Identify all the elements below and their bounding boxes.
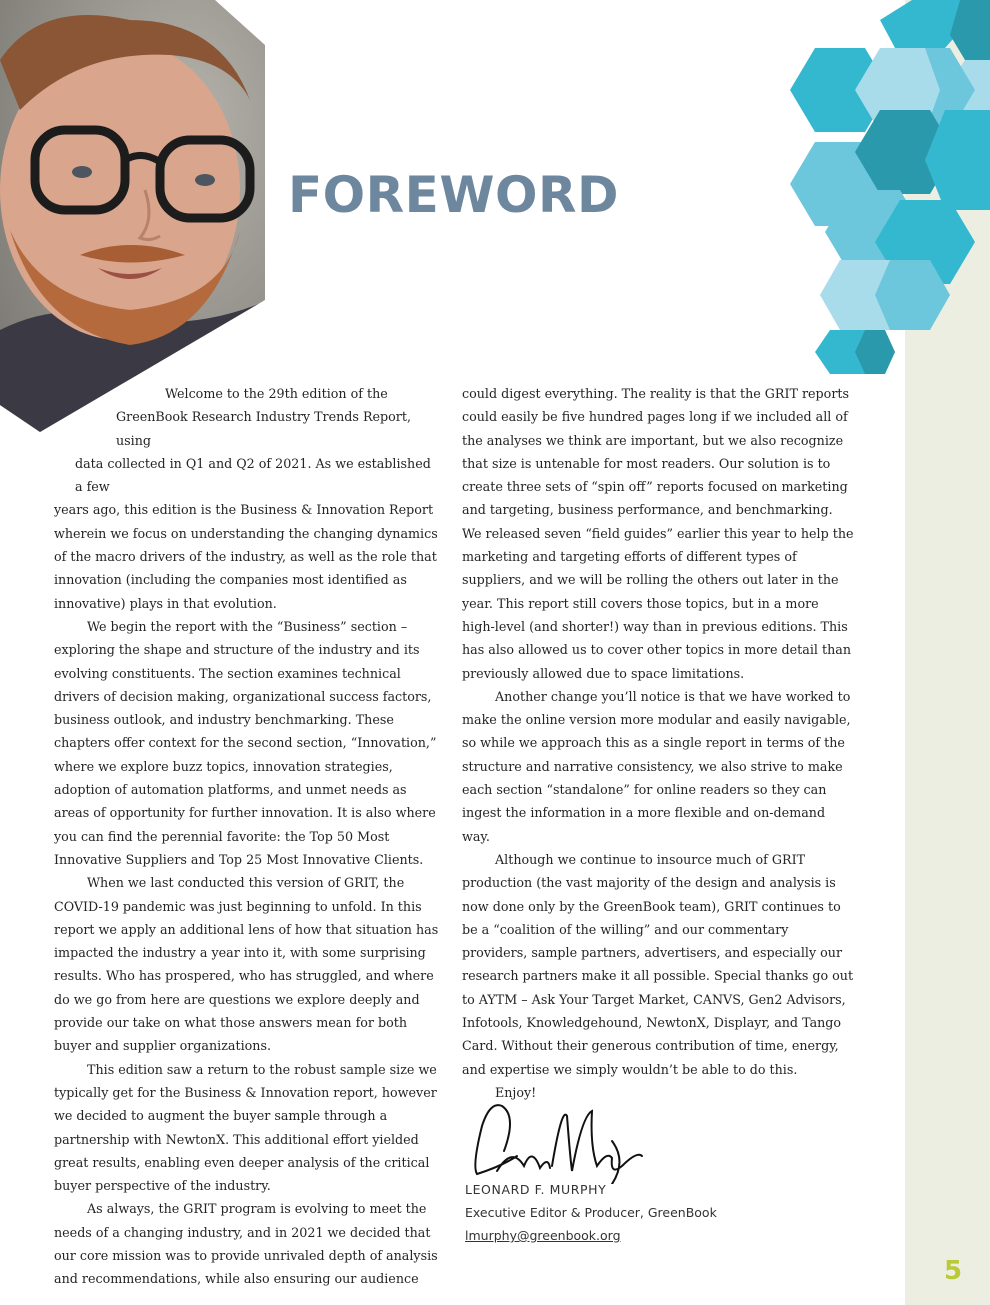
- page-title: FOREWORD: [288, 166, 619, 224]
- page-number: 5: [944, 1256, 963, 1286]
- text-run: years ago, this edition is the Business & Innovation Report wherein we focus on understanding the changing dynamics of the macro drivers of the industry, as well as the role that innovation (including the companies most identified as innovative) plays in that evolution.: [54, 502, 438, 611]
- paragraph-welcome: [54, 382, 442, 615]
- paragraph-thanks: Although we continue to insource much of GRIT production (the vast majority of the design and analysis is now done only by the GreenBook team), GRIT continues to be a “coalition of the willing” and our commentary providers, sample partners, advertisers, and especially our research partners make it all possible. Special thanks go out to AYTM – Ask Your Target Market, CANVS, Gen2 Advisors, Infotools, Knowledgehound, NewtonX, Displayr, and Tango Card. Without their generous contribution of time, energy, and expertise we simply wouldn’t be able to do this.: [462, 851, 854, 1077]
- text-line: GreenBook Research Industry Trends Report, using: [116, 409, 411, 448]
- text-line: data collected in Q1 and Q2 of 2021. As we established a few: [75, 455, 431, 495]
- paragraph-online: Another change you’ll notice is that we have worked to make the online version more modular and easily navigable, so while we approach this as a single report in terms of the structure and narrative consistency, we also strive to make each section “standalone” for online readers so they can ingest the information in a more flexible and on-demand way.: [462, 688, 851, 844]
- author-name: LEONARD F. MURPHY: [465, 1182, 607, 1197]
- paragraph-business: We begin the report with the “Business” section – exploring the shape and structure of the industry and its evolving constituents. The section examines technical drivers of decision making, organizational success factors, business outlook, and industry benchmarking. These chapters offer context for the second section, “Innovation,” where we explore buzz topics, innovation strategies, adoption of automation platforms, and unmet needs as areas of opportunity for further innovation. It is also where you can find the perennial favorite: the Top 50 Most Innovative Suppliers and Top 25 Most Innovative Clients.: [54, 618, 437, 867]
- paragraph-program-continued: could digest everything. The reality is that the GRIT reports could easily be five hundred pages long if we included all of the analyses we think are important, but we also recognize that size is untenable for most readers. Our solution is to create three sets of “spin off” reports focused on marketing and targeting, business performance, and benchmarking. We released seven “field guides” earlier this year to help the marketing and targeting efforts of different types of suppliers, and we will be rolling the others out later in the year. This report still covers those topics, but in a more high-level (and shorter!) way than in previous editions. This has also allowed us to cover other topics in more detail than previously allowed due to space limitations.: [462, 386, 854, 681]
- text-column-right: [462, 382, 854, 1104]
- hexagon-pattern-graphic: [780, 0, 990, 380]
- author-photo: [0, 0, 268, 435]
- paragraph-enjoy: Enjoy!: [495, 1084, 537, 1100]
- paragraph-covid: When we last conducted this version of GRIT, the COVID-19 pandemic was just beginning to unfold. In this report we apply an additional lens of how that situation has impacted the industry a year into it, with some surprising results. Who has prospered, who has struggled, and where do we go from here are questions we explore deeply and provide our take on what those answers mean for both buyer and supplier organizations.: [54, 875, 439, 1054]
- text-line: Welcome to the 29th edition of the: [165, 386, 388, 401]
- author-block: [465, 1178, 717, 1247]
- author-role: Executive Editor & Producer, GreenBook: [465, 1205, 717, 1220]
- paragraph-program: As always, the GRIT program is evolving to meet the needs of a changing industry, and in 2021 we decided that our core mission was to provide unrivaled depth of analysis and recommendations, while also ensuring our audience: [54, 1201, 438, 1287]
- author-signature: [462, 1096, 652, 1184]
- text-column-left: [54, 382, 442, 1291]
- paragraph-sample: This edition saw a return to the robust sample size we typically get for the Business & Innovation report, however we decided to augment the buyer sample through a partnership with NewtonX. This additional effort yielded great results, enabling even deeper analysis of the critical buyer perspective of the industry.: [54, 1061, 437, 1194]
- author-email-link[interactable]: lmurphy@greenbook.org: [465, 1228, 621, 1243]
